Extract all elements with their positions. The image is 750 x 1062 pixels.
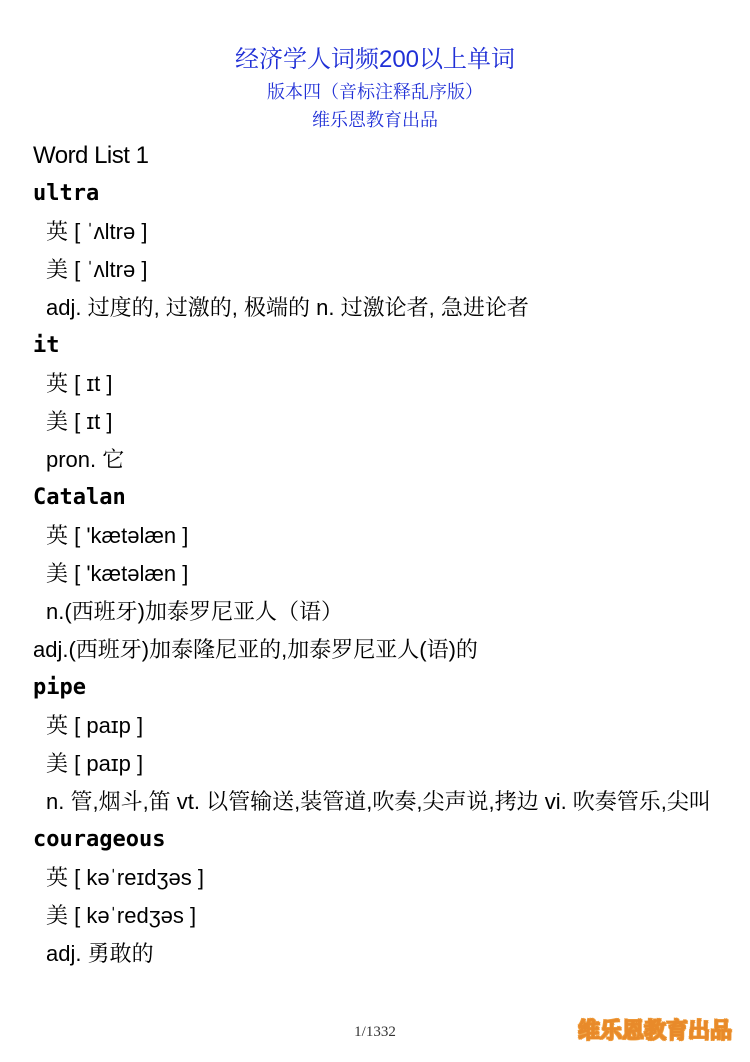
uk-phonetic: 英 [ 'kætəlæn ]: [46, 523, 189, 548]
page-number: 1/1332: [354, 1024, 396, 1040]
entry-courageous: [33, 821, 723, 973]
definition: n.(西班牙)加泰罗尼亚人（语）: [46, 599, 344, 624]
uk-phonetic: 英 [ ɪt ]: [46, 371, 113, 396]
publisher-watermark: 维乐恩教育出品: [577, 1018, 732, 1043]
uk-phonetic: 英 [ ˈʌltrə ]: [46, 219, 148, 244]
us-phonetic: 美 [ ɪt ]: [46, 409, 113, 434]
entry-pipe: [33, 669, 723, 821]
entry-word: it: [33, 333, 60, 358]
entry-catalan: [33, 479, 723, 669]
entry-word: pipe: [33, 675, 86, 700]
us-phonetic: 美 [ 'kætəlæn ]: [46, 561, 189, 586]
definition: adj. 勇敢的: [46, 941, 154, 966]
definition: pron. 它: [46, 447, 125, 472]
document-subtitle: 版本四（音标注释乱序版）: [267, 82, 483, 102]
list-title: Word List 1: [33, 142, 149, 169]
us-phonetic: 美 [ kəˈredʒəs ]: [46, 903, 197, 928]
entry-ultra: [33, 175, 723, 327]
uk-phonetic: 英 [ paɪp ]: [46, 713, 144, 738]
definition-continued: adj.(西班牙)加泰隆尼亚的,加泰罗尼亚人(语)的: [33, 637, 478, 662]
uk-phonetic: 英 [ kəˈreɪdʒəs ]: [46, 865, 204, 890]
definition: adj. 过度的, 过激的, 极端的 n. 过激论者, 急进论者: [46, 295, 529, 320]
entry-it: [33, 327, 723, 479]
entry-word: courageous: [33, 827, 166, 852]
definition: n. 管,烟斗,笛 vt. 以管输送,装管道,吹奏,尖声说,拷边 vi. 吹奏管乐,尖叫: [46, 789, 711, 814]
entry-word: ultra: [33, 181, 100, 206]
word-list: [33, 137, 723, 973]
us-phonetic: 美 [ ˈʌltrə ]: [46, 257, 148, 282]
entry-word: Catalan: [33, 485, 126, 510]
publisher-line: 维乐恩教育出品: [312, 110, 438, 130]
us-phonetic: 美 [ paɪp ]: [46, 751, 144, 776]
document-title: 经济学人词频200以上单词: [234, 46, 516, 73]
